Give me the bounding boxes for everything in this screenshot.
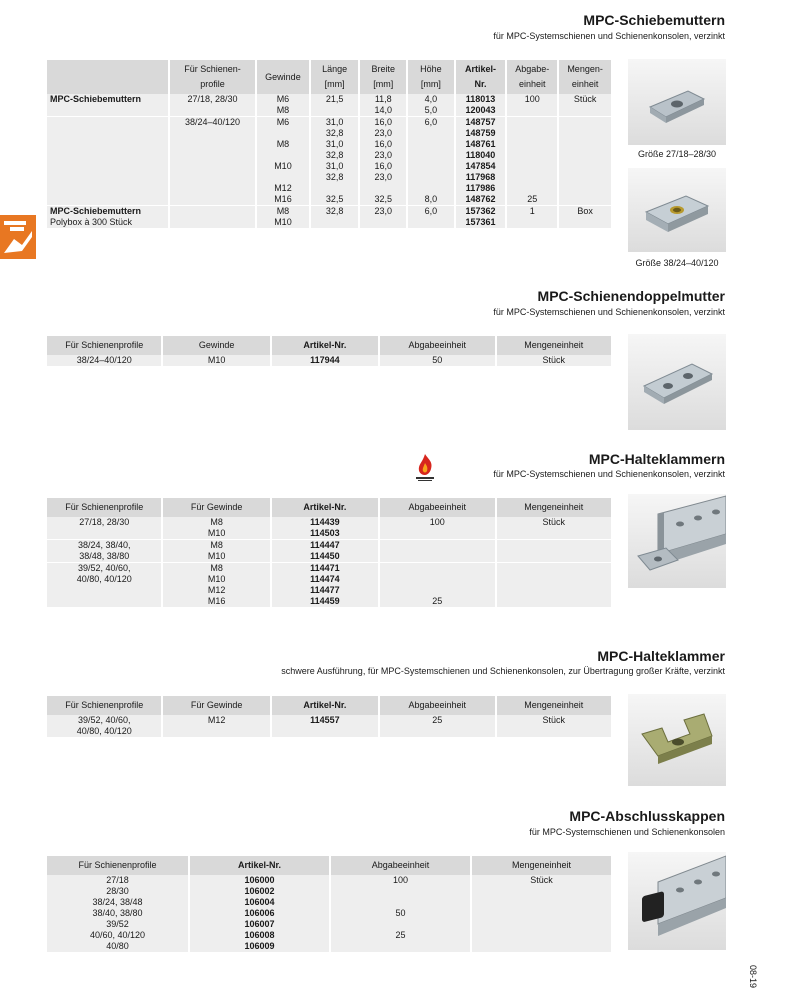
rail-double-nut-photo bbox=[628, 334, 726, 430]
sec2-cell: M10 bbox=[163, 355, 269, 366]
sec3-cell: M12 bbox=[163, 585, 269, 596]
sec5-header-cell: Abgabeeinheit bbox=[331, 856, 470, 875]
sec3-cell: 38/24, 38/40, bbox=[47, 539, 161, 551]
sec3-cell: 100 bbox=[380, 517, 494, 528]
table-row bbox=[47, 139, 611, 150]
sec3-cell bbox=[497, 596, 612, 607]
sec1-cell: 32,8 bbox=[311, 205, 359, 217]
sec3-cell: M10 bbox=[163, 551, 269, 562]
table-row bbox=[47, 528, 611, 539]
sec3-cell: Stück bbox=[497, 517, 612, 528]
sec1-subtitle: für MPC-Systemschienen und Schienenkonsolen, verzinkt bbox=[493, 31, 725, 41]
sec1-cell: 23,0 bbox=[360, 172, 406, 183]
sec5-cell: 27/18 bbox=[47, 875, 188, 886]
sec1-cell: M16 bbox=[257, 194, 309, 205]
sec3-cell bbox=[380, 528, 494, 539]
sec1-cell: 27/18, 28/30 bbox=[170, 94, 255, 105]
sec3-cell: 40/80, 40/120 bbox=[47, 574, 161, 585]
sec5-title: MPC-Abschlusskappen bbox=[569, 808, 725, 824]
sec1-cell: M12 bbox=[257, 183, 309, 194]
sec3-cell: 25 bbox=[380, 596, 494, 607]
sec1-cell bbox=[311, 183, 359, 194]
sec1-cell: 148757 bbox=[456, 116, 506, 128]
sec3-cell: 114439 bbox=[272, 517, 378, 528]
sec3-header-cell: Abgabeeinheit bbox=[380, 498, 494, 517]
sec1-cell: 31,0 bbox=[311, 161, 359, 172]
sec3-cell: M10 bbox=[163, 528, 269, 539]
sec1-cell: M8 bbox=[257, 105, 309, 116]
sec1-cell: Polybox à 300 Stück bbox=[47, 217, 168, 228]
sec1-cell bbox=[559, 194, 611, 205]
sec1-cell: 14,0 bbox=[360, 105, 406, 116]
sec1-cell: 23,0 bbox=[360, 150, 406, 161]
sec4-cell bbox=[497, 726, 612, 737]
sec1-cell: 23,0 bbox=[360, 128, 406, 139]
sec1-cell: 31,0 bbox=[311, 139, 359, 150]
sec1-header-cell: Artikel- Nr. bbox=[456, 60, 506, 94]
sec1-cell bbox=[257, 150, 309, 161]
sec5-cell: 50 bbox=[331, 908, 470, 919]
sec1-cell bbox=[408, 161, 454, 172]
sec2-cell: 38/24–40/120 bbox=[47, 355, 161, 366]
sec3-header-cell: Für Gewinde bbox=[163, 498, 269, 517]
sec5-table bbox=[45, 856, 613, 952]
sec1-cell bbox=[311, 217, 359, 228]
sec1-cell bbox=[47, 105, 168, 116]
sec3-cell bbox=[380, 551, 494, 562]
sec3-cell bbox=[47, 596, 161, 607]
sec1-cell bbox=[170, 139, 255, 150]
sec1-cell bbox=[47, 172, 168, 183]
sec1-cell bbox=[170, 128, 255, 139]
sec1-cell bbox=[559, 139, 611, 150]
sec1-cell: Stück bbox=[559, 94, 611, 105]
table-row bbox=[47, 596, 611, 607]
sec1-cell: M10 bbox=[257, 217, 309, 228]
sec5-cell bbox=[472, 886, 611, 897]
sec1-cell bbox=[47, 194, 168, 205]
sec5-cell: 28/30 bbox=[47, 886, 188, 897]
sec3-header-cell: Artikel-Nr. bbox=[272, 498, 378, 517]
sec1-header-cell: Höhe [mm] bbox=[408, 60, 454, 94]
sec1-cell: 157361 bbox=[456, 217, 506, 228]
table-row bbox=[47, 205, 611, 217]
sec4-header-cell: Für Schienenprofile bbox=[47, 696, 161, 715]
sec1-cell: 118013 bbox=[456, 94, 506, 105]
sec1-cell: Box bbox=[559, 205, 611, 217]
sec1-cell: MPC-Schiebemuttern bbox=[47, 94, 168, 105]
sec1-cell: 120043 bbox=[456, 105, 506, 116]
sec1-cell bbox=[257, 172, 309, 183]
table-row bbox=[47, 217, 611, 228]
sec5-header-cell: Für Schienenprofile bbox=[47, 856, 188, 875]
table-row bbox=[47, 105, 611, 116]
sec1-cell bbox=[170, 150, 255, 161]
sec1-cell: 157362 bbox=[456, 205, 506, 217]
sec3-cell: M8 bbox=[163, 562, 269, 574]
sec5-cell: 38/40, 38/80 bbox=[47, 908, 188, 919]
table-row bbox=[47, 172, 611, 183]
sec4-cell bbox=[380, 726, 494, 737]
sec1-cell bbox=[47, 139, 168, 150]
sec5-cell bbox=[472, 930, 611, 941]
sec3-cell: 114503 bbox=[272, 528, 378, 539]
sec5-cell bbox=[472, 919, 611, 930]
sec5-cell bbox=[472, 941, 611, 952]
sec3-subtitle: für MPC-Systemschienen und Schienenkonsolen, verzinkt bbox=[493, 469, 725, 479]
sec1-cell bbox=[507, 139, 557, 150]
sec3-cell: M16 bbox=[163, 596, 269, 607]
sec1-cell: M8 bbox=[257, 139, 309, 150]
sec1-cell: 32,8 bbox=[311, 128, 359, 139]
sec1-cell: M6 bbox=[257, 94, 309, 105]
table-row bbox=[47, 194, 611, 205]
sec1-cell: 32,5 bbox=[311, 194, 359, 205]
sec3-cell bbox=[380, 585, 494, 596]
sec1-cell bbox=[559, 217, 611, 228]
sec5-cell: 106009 bbox=[190, 941, 329, 952]
page-number: 08-19 bbox=[748, 965, 758, 989]
sec1-cell bbox=[507, 161, 557, 172]
sec4-table bbox=[45, 696, 613, 737]
sec5-cell: 106002 bbox=[190, 886, 329, 897]
sec1-cell bbox=[47, 150, 168, 161]
sec4-title: MPC-Halteklammer bbox=[597, 648, 725, 664]
table-row bbox=[47, 562, 611, 574]
sec1-cell bbox=[559, 116, 611, 128]
table-row bbox=[47, 355, 611, 366]
fire-protection-icon bbox=[412, 452, 438, 482]
sec3-cell bbox=[497, 574, 612, 585]
sec1-cell: 4,0 bbox=[408, 94, 454, 105]
sec2-header-cell: Gewinde bbox=[163, 336, 269, 355]
sec3-cell bbox=[497, 585, 612, 596]
sec1-cell: MPC-Schiebemuttern bbox=[47, 205, 168, 217]
sec1-cell bbox=[559, 161, 611, 172]
sec1-cell bbox=[47, 183, 168, 194]
sec1-cell bbox=[170, 161, 255, 172]
sec1-cell bbox=[507, 183, 557, 194]
sec3-cell bbox=[497, 528, 612, 539]
sec5-cell bbox=[331, 941, 470, 952]
sec2-table bbox=[45, 336, 613, 366]
sec1-cell bbox=[408, 183, 454, 194]
sec4-cell: 40/80, 40/120 bbox=[47, 726, 161, 737]
table-row bbox=[47, 726, 611, 737]
sec1-cell bbox=[559, 150, 611, 161]
sec1-cell bbox=[47, 161, 168, 172]
sec4-cell bbox=[272, 726, 378, 737]
sec5-cell: 100 bbox=[331, 875, 470, 886]
sec3-cell bbox=[380, 539, 494, 551]
sec1-cell: 117968 bbox=[456, 172, 506, 183]
sec1-cell bbox=[507, 150, 557, 161]
caption-size-large: Größe 38/24–40/120 bbox=[635, 258, 719, 268]
sec1-cell bbox=[408, 217, 454, 228]
sec1-cell: M8 bbox=[257, 205, 309, 217]
table-row bbox=[47, 551, 611, 562]
sec4-cell: 25 bbox=[380, 715, 494, 726]
sec2-cell: 50 bbox=[380, 355, 494, 366]
sec1-cell: 23,0 bbox=[360, 205, 406, 217]
sec1-cell: 1 bbox=[507, 205, 557, 217]
sec1-cell: 31,0 bbox=[311, 116, 359, 128]
sec3-cell: 114459 bbox=[272, 596, 378, 607]
sec5-header-cell: Artikel-Nr. bbox=[190, 856, 329, 875]
sliding-nut-large-photo bbox=[628, 168, 726, 252]
sec1-cell bbox=[170, 194, 255, 205]
sec1-cell bbox=[47, 128, 168, 139]
sec1-cell: 148761 bbox=[456, 139, 506, 150]
sec5-cell: 106000 bbox=[190, 875, 329, 886]
sec1-cell: 32,5 bbox=[360, 194, 406, 205]
sec5-cell: 106007 bbox=[190, 919, 329, 930]
sec1-cell bbox=[559, 128, 611, 139]
sec1-cell: 148759 bbox=[456, 128, 506, 139]
sec1-header-cell: Gewinde bbox=[257, 60, 309, 94]
construction-icon bbox=[0, 215, 36, 259]
sec1-cell bbox=[559, 105, 611, 116]
table-row bbox=[47, 908, 611, 919]
sec1-cell bbox=[47, 116, 168, 128]
sec4-subtitle: schwere Ausführung, für MPC-Systemschienen und Schienenkonsolen, zur Übertragung großer Kräfte, verzinkt bbox=[281, 666, 725, 676]
sec3-cell: M8 bbox=[163, 539, 269, 551]
sec3-cell: 114450 bbox=[272, 551, 378, 562]
table-row bbox=[47, 897, 611, 908]
sec5-cell bbox=[472, 908, 611, 919]
sec1-cell bbox=[507, 128, 557, 139]
sec1-cell bbox=[408, 172, 454, 183]
sec4-header-cell: Mengeneinheit bbox=[497, 696, 612, 715]
sec1-cell bbox=[360, 217, 406, 228]
sec1-cell: 117986 bbox=[456, 183, 506, 194]
sec1-cell bbox=[559, 172, 611, 183]
sec1-cell: 32,8 bbox=[311, 150, 359, 161]
sec5-cell bbox=[472, 897, 611, 908]
retaining-clamp-photo bbox=[628, 494, 726, 588]
sec4-header-cell: Artikel-Nr. bbox=[272, 696, 378, 715]
sec4-cell bbox=[163, 726, 269, 737]
sec5-cell: 40/60, 40/120 bbox=[47, 930, 188, 941]
sec5-cell bbox=[331, 897, 470, 908]
sec1-cell: 32,8 bbox=[311, 172, 359, 183]
sec1-cell bbox=[408, 150, 454, 161]
sec3-cell: 114474 bbox=[272, 574, 378, 585]
sec1-cell: 8,0 bbox=[408, 194, 454, 205]
sec3-cell bbox=[497, 551, 612, 562]
sec1-cell bbox=[170, 172, 255, 183]
sec5-cell: Stück bbox=[472, 875, 611, 886]
sec3-cell: 114477 bbox=[272, 585, 378, 596]
sec1-header-cell: Für Schienen- profile bbox=[170, 60, 255, 94]
sec1-cell: 16,0 bbox=[360, 161, 406, 172]
sec1-cell: 5,0 bbox=[408, 105, 454, 116]
sec1-cell bbox=[507, 172, 557, 183]
sec5-subtitle: für MPC-Systemschienen und Schienenkonsolen bbox=[529, 827, 725, 837]
sec2-title: MPC-Schienendoppelmutter bbox=[537, 288, 725, 304]
sec1-cell bbox=[507, 105, 557, 116]
sec5-cell: 40/80 bbox=[47, 941, 188, 952]
sec3-table bbox=[45, 498, 613, 607]
sec5-header-cell: Mengeneinheit bbox=[472, 856, 611, 875]
sec5-cell: 38/24, 38/48 bbox=[47, 897, 188, 908]
sec1-table bbox=[45, 60, 613, 228]
sec1-cell bbox=[170, 205, 255, 217]
table-row bbox=[47, 150, 611, 161]
sec4-header-cell: Abgabeeinheit bbox=[380, 696, 494, 715]
heavy-retaining-clamp-photo bbox=[628, 694, 726, 786]
sec3-header-cell: Mengeneinheit bbox=[497, 498, 612, 517]
sec1-cell: 21,5 bbox=[311, 94, 359, 105]
sec2-subtitle: für MPC-Systemschienen und Schienenkonsolen, verzinkt bbox=[493, 307, 725, 317]
sec1-cell bbox=[408, 128, 454, 139]
sec3-cell bbox=[47, 528, 161, 539]
sec3-cell: M10 bbox=[163, 574, 269, 585]
table-row bbox=[47, 116, 611, 128]
sec3-header-cell: Für Schienenprofile bbox=[47, 498, 161, 517]
table-row bbox=[47, 128, 611, 139]
sec1-cell: 16,0 bbox=[360, 116, 406, 128]
sec2-header-cell: Artikel-Nr. bbox=[272, 336, 378, 355]
table-row bbox=[47, 715, 611, 726]
sec1-header-cell: Mengen- einheit bbox=[559, 60, 611, 94]
sec1-header-cell: Abgabe- einheit bbox=[507, 60, 557, 94]
sec5-cell: 106004 bbox=[190, 897, 329, 908]
sec3-cell bbox=[380, 574, 494, 585]
sec5-cell: 39/52 bbox=[47, 919, 188, 930]
sec3-cell: 27/18, 28/30 bbox=[47, 517, 161, 528]
table-row bbox=[47, 919, 611, 930]
sec2-cell: 117944 bbox=[272, 355, 378, 366]
sec3-cell: 114471 bbox=[272, 562, 378, 574]
end-cap-photo bbox=[628, 852, 726, 950]
sec1-cell bbox=[257, 128, 309, 139]
sec1-cell: 11,8 bbox=[360, 94, 406, 105]
sec4-cell: 114557 bbox=[272, 715, 378, 726]
sec1-cell bbox=[170, 105, 255, 116]
sec3-cell: 39/52, 40/60, bbox=[47, 562, 161, 574]
table-row bbox=[47, 585, 611, 596]
sec1-title: MPC-Schiebemuttern bbox=[583, 12, 725, 28]
table-row bbox=[47, 517, 611, 528]
sec1-header-cell: Breite [mm] bbox=[360, 60, 406, 94]
sec1-cell bbox=[559, 183, 611, 194]
table-row bbox=[47, 941, 611, 952]
sec3-cell: M8 bbox=[163, 517, 269, 528]
sec3-cell bbox=[47, 585, 161, 596]
sec2-cell: Stück bbox=[497, 355, 612, 366]
sec3-title: MPC-Halteklammern bbox=[588, 451, 725, 467]
sec2-header-cell: Abgabeeinheit bbox=[380, 336, 494, 355]
sec5-cell: 106006 bbox=[190, 908, 329, 919]
sliding-nut-small-photo bbox=[628, 59, 726, 145]
sec4-cell: 39/52, 40/60, bbox=[47, 715, 161, 726]
sec1-header-cell: Länge [mm] bbox=[311, 60, 359, 94]
sec1-cell bbox=[507, 116, 557, 128]
sec1-cell: 6,0 bbox=[408, 205, 454, 217]
sec5-cell bbox=[331, 919, 470, 930]
table-row bbox=[47, 183, 611, 194]
sec1-cell: 148762 bbox=[456, 194, 506, 205]
sec5-cell bbox=[331, 886, 470, 897]
sec3-cell bbox=[380, 562, 494, 574]
table-row bbox=[47, 539, 611, 551]
sec1-cell: M6 bbox=[257, 116, 309, 128]
sec1-cell: 38/24–40/120 bbox=[170, 116, 255, 128]
sec1-cell: 100 bbox=[507, 94, 557, 105]
sec1-cell: 147854 bbox=[456, 161, 506, 172]
caption-size-small: Größe 27/18–28/30 bbox=[637, 149, 717, 159]
sec3-cell: 114447 bbox=[272, 539, 378, 551]
table-row bbox=[47, 94, 611, 105]
sec2-header-cell: Mengeneinheit bbox=[497, 336, 612, 355]
table-row bbox=[47, 930, 611, 941]
sec4-header-cell: Für Gewinde bbox=[163, 696, 269, 715]
sec2-header-cell: Für Schienenprofile bbox=[47, 336, 161, 355]
sec1-cell bbox=[408, 139, 454, 150]
sec3-cell: 38/48, 38/80 bbox=[47, 551, 161, 562]
sec5-cell: 25 bbox=[331, 930, 470, 941]
sec1-cell bbox=[311, 105, 359, 116]
sec1-cell bbox=[360, 183, 406, 194]
sec1-cell: 25 bbox=[507, 194, 557, 205]
sec1-cell: 6,0 bbox=[408, 116, 454, 128]
sec3-cell bbox=[497, 562, 612, 574]
sec1-cell bbox=[170, 183, 255, 194]
sec3-cell bbox=[497, 539, 612, 551]
table-row bbox=[47, 875, 611, 886]
sec1-cell bbox=[507, 217, 557, 228]
table-row bbox=[47, 574, 611, 585]
table-row bbox=[47, 161, 611, 172]
sec4-cell: Stück bbox=[497, 715, 612, 726]
table-row bbox=[47, 886, 611, 897]
sec1-cell bbox=[170, 217, 255, 228]
sec1-cell: 16,0 bbox=[360, 139, 406, 150]
sec1-cell: M10 bbox=[257, 161, 309, 172]
sec1-cell: 118040 bbox=[456, 150, 506, 161]
sec1-header-cell bbox=[47, 60, 168, 94]
sec4-cell: M12 bbox=[163, 715, 269, 726]
sec5-cell: 106008 bbox=[190, 930, 329, 941]
